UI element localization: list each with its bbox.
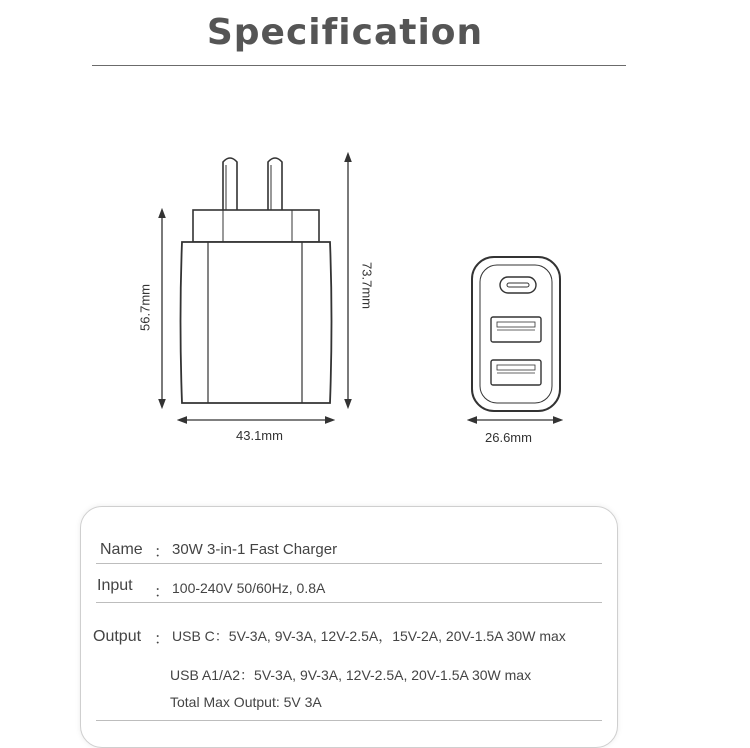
input-label: Input xyxy=(97,577,133,594)
usb-c-port xyxy=(500,277,536,293)
name-label: Name xyxy=(100,541,143,558)
output-colon: ： xyxy=(154,631,171,648)
side-width-label: 26.6mm xyxy=(485,430,532,445)
row-divider xyxy=(96,563,602,564)
front-width-label: 43.1mm xyxy=(236,428,283,443)
input-value: 100-240V 50/60Hz, 0.8A xyxy=(172,580,326,596)
front-height-label: 56.7mm xyxy=(137,284,153,331)
charger-front-body xyxy=(181,242,332,403)
usb-a2-port xyxy=(491,360,541,385)
name-colon: ： xyxy=(154,544,171,561)
total-height-label: 73.7mm xyxy=(359,262,375,309)
usb-a1-port xyxy=(491,317,541,342)
name-value: 30W 3-in-1 Fast Charger xyxy=(172,541,338,558)
plug-collar xyxy=(193,210,319,242)
total-output-value: Total Max Output: 5V 3A xyxy=(170,694,322,710)
input-colon: ： xyxy=(154,584,171,601)
output-label: Output xyxy=(93,628,142,645)
page-title: Specification xyxy=(206,12,484,53)
row-divider xyxy=(96,720,602,721)
plug-prongs xyxy=(223,158,282,210)
usb-a-output-value: USB A1/A2：5V-3A, 9V-3A, 12V-2.5A, 20V-1.5A 30W max xyxy=(170,667,532,683)
row-divider xyxy=(96,602,602,603)
usb-c-output-value: USB C：5V-3A, 9V-3A, 12V-2.5A，15V-2A, 20V-1.5A 30W max xyxy=(172,628,566,644)
